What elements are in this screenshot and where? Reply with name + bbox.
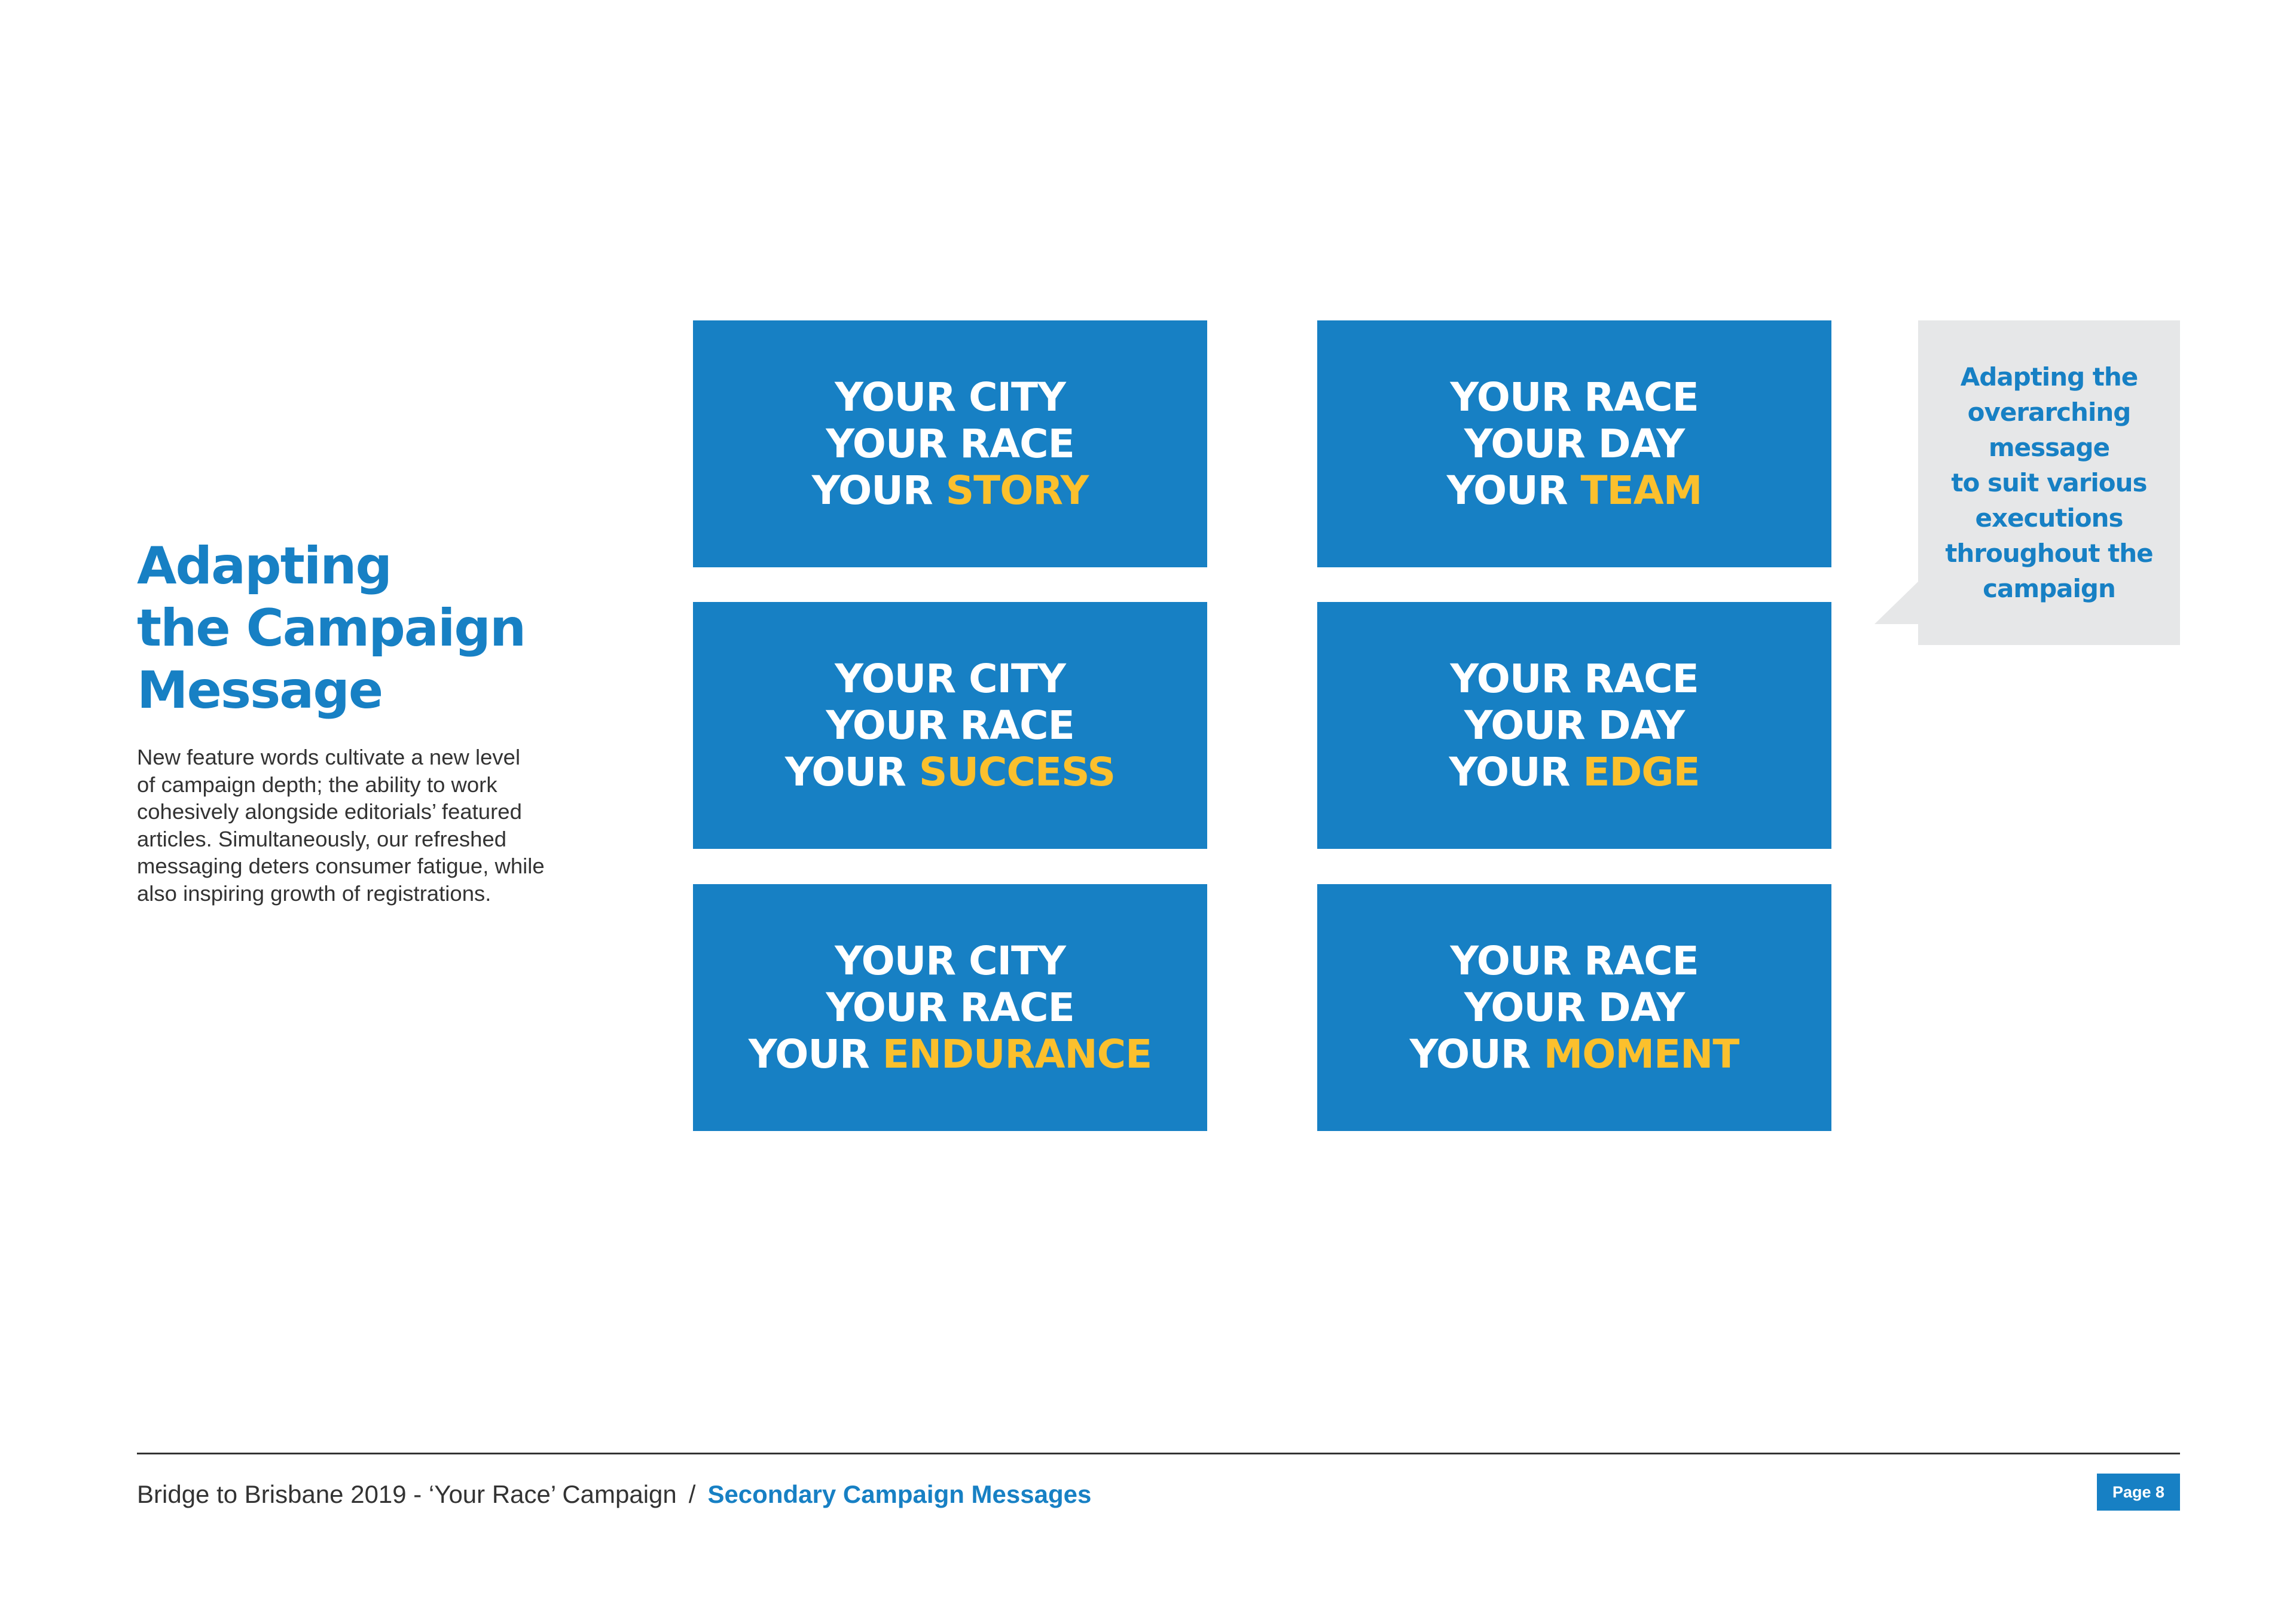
- tile-prefix: YOUR: [811, 467, 933, 514]
- tile-feature-word: EDGE: [1583, 748, 1700, 795]
- tile-line-3: [1447, 467, 1702, 514]
- tile-line-2: YOUR RACE: [826, 984, 1074, 1031]
- tile-prefix: YOUR: [1449, 748, 1570, 795]
- message-tile-endurance: [693, 884, 1207, 1131]
- intro-line: New feature words cultivate a new level: [137, 745, 521, 769]
- tile-prefix: YOUR: [1409, 1031, 1531, 1077]
- intro-line: cohesively alongside editorials’ featured: [137, 799, 522, 824]
- message-tile-team: [1317, 320, 1831, 567]
- message-tile-success: [693, 602, 1207, 849]
- message-tile-moment: [1317, 884, 1831, 1131]
- tile-line-3: [1410, 1031, 1739, 1078]
- tile-line-2: YOUR RACE: [826, 420, 1074, 467]
- callout-line: Adapting the: [1960, 362, 2138, 392]
- message-tile-edge: [1317, 602, 1831, 849]
- intro-line: messaging deters consumer fatigue, while: [137, 854, 545, 878]
- callout-line: overarching: [1967, 398, 2131, 427]
- tile-line-3: [1449, 749, 1699, 796]
- page-heading: [137, 535, 555, 722]
- page-number-badge: Page 8: [2097, 1474, 2180, 1511]
- tile-feature-word: ENDURANCE: [882, 1031, 1152, 1077]
- tile-line-1: YOUR RACE: [1450, 655, 1699, 702]
- heading-line: the Campaign: [137, 598, 526, 658]
- tile-prefix: YOUR: [748, 1031, 869, 1077]
- intro-line: articles. Simultaneously, our refreshed: [137, 826, 507, 851]
- callout-tail-icon: [1874, 581, 1919, 624]
- callout-line: executions: [1975, 503, 2123, 533]
- tile-prefix: YOUR: [1446, 467, 1568, 514]
- tile-line-1: YOUR RACE: [1450, 374, 1699, 420]
- callout-line: to suit various: [1951, 468, 2147, 497]
- tile-line-3: [785, 749, 1115, 796]
- tile-line-1: YOUR CITY: [835, 374, 1065, 420]
- heading-line: Adapting: [137, 536, 392, 596]
- footer-section-title: Secondary Campaign Messages: [707, 1480, 1092, 1508]
- callout-line: throughout the: [1945, 539, 2153, 568]
- intro-line: also inspiring growth of registrations.: [137, 881, 491, 906]
- callout-line: campaign: [1983, 574, 2115, 603]
- tile-feature-word: MOMENT: [1543, 1031, 1739, 1077]
- tile-line-1: YOUR RACE: [1450, 937, 1699, 984]
- tile-line-1: YOUR CITY: [835, 655, 1065, 702]
- footer-separator: /: [688, 1480, 696, 1508]
- callout-line: message: [1988, 433, 2110, 462]
- message-tile-story: [693, 320, 1207, 567]
- intro-line: of campaign depth; the ability to work: [137, 772, 497, 797]
- tile-line-2: YOUR RACE: [826, 702, 1074, 748]
- tile-prefix: YOUR: [784, 748, 906, 795]
- tile-line-2: YOUR DAY: [1464, 984, 1685, 1031]
- tile-line-3: [749, 1031, 1152, 1078]
- footer-divider: [137, 1453, 2180, 1454]
- callout-bubble: [1918, 320, 2180, 645]
- tile-line-1: YOUR CITY: [835, 937, 1065, 984]
- tile-line-2: YOUR DAY: [1464, 420, 1685, 467]
- tile-line-2: YOUR DAY: [1464, 702, 1685, 748]
- footer-document-title: Bridge to Brisbane 2019 - ‘Your Race’ Campaign: [137, 1480, 677, 1508]
- tile-feature-word: TEAM: [1580, 467, 1702, 514]
- heading-line: Message: [137, 661, 383, 720]
- intro-paragraph: [137, 744, 567, 907]
- footer-breadcrumb: [137, 1477, 1091, 1512]
- tile-feature-word: STORY: [945, 467, 1089, 514]
- tile-line-3: [812, 467, 1089, 514]
- tile-feature-word: SUCCESS: [918, 748, 1116, 795]
